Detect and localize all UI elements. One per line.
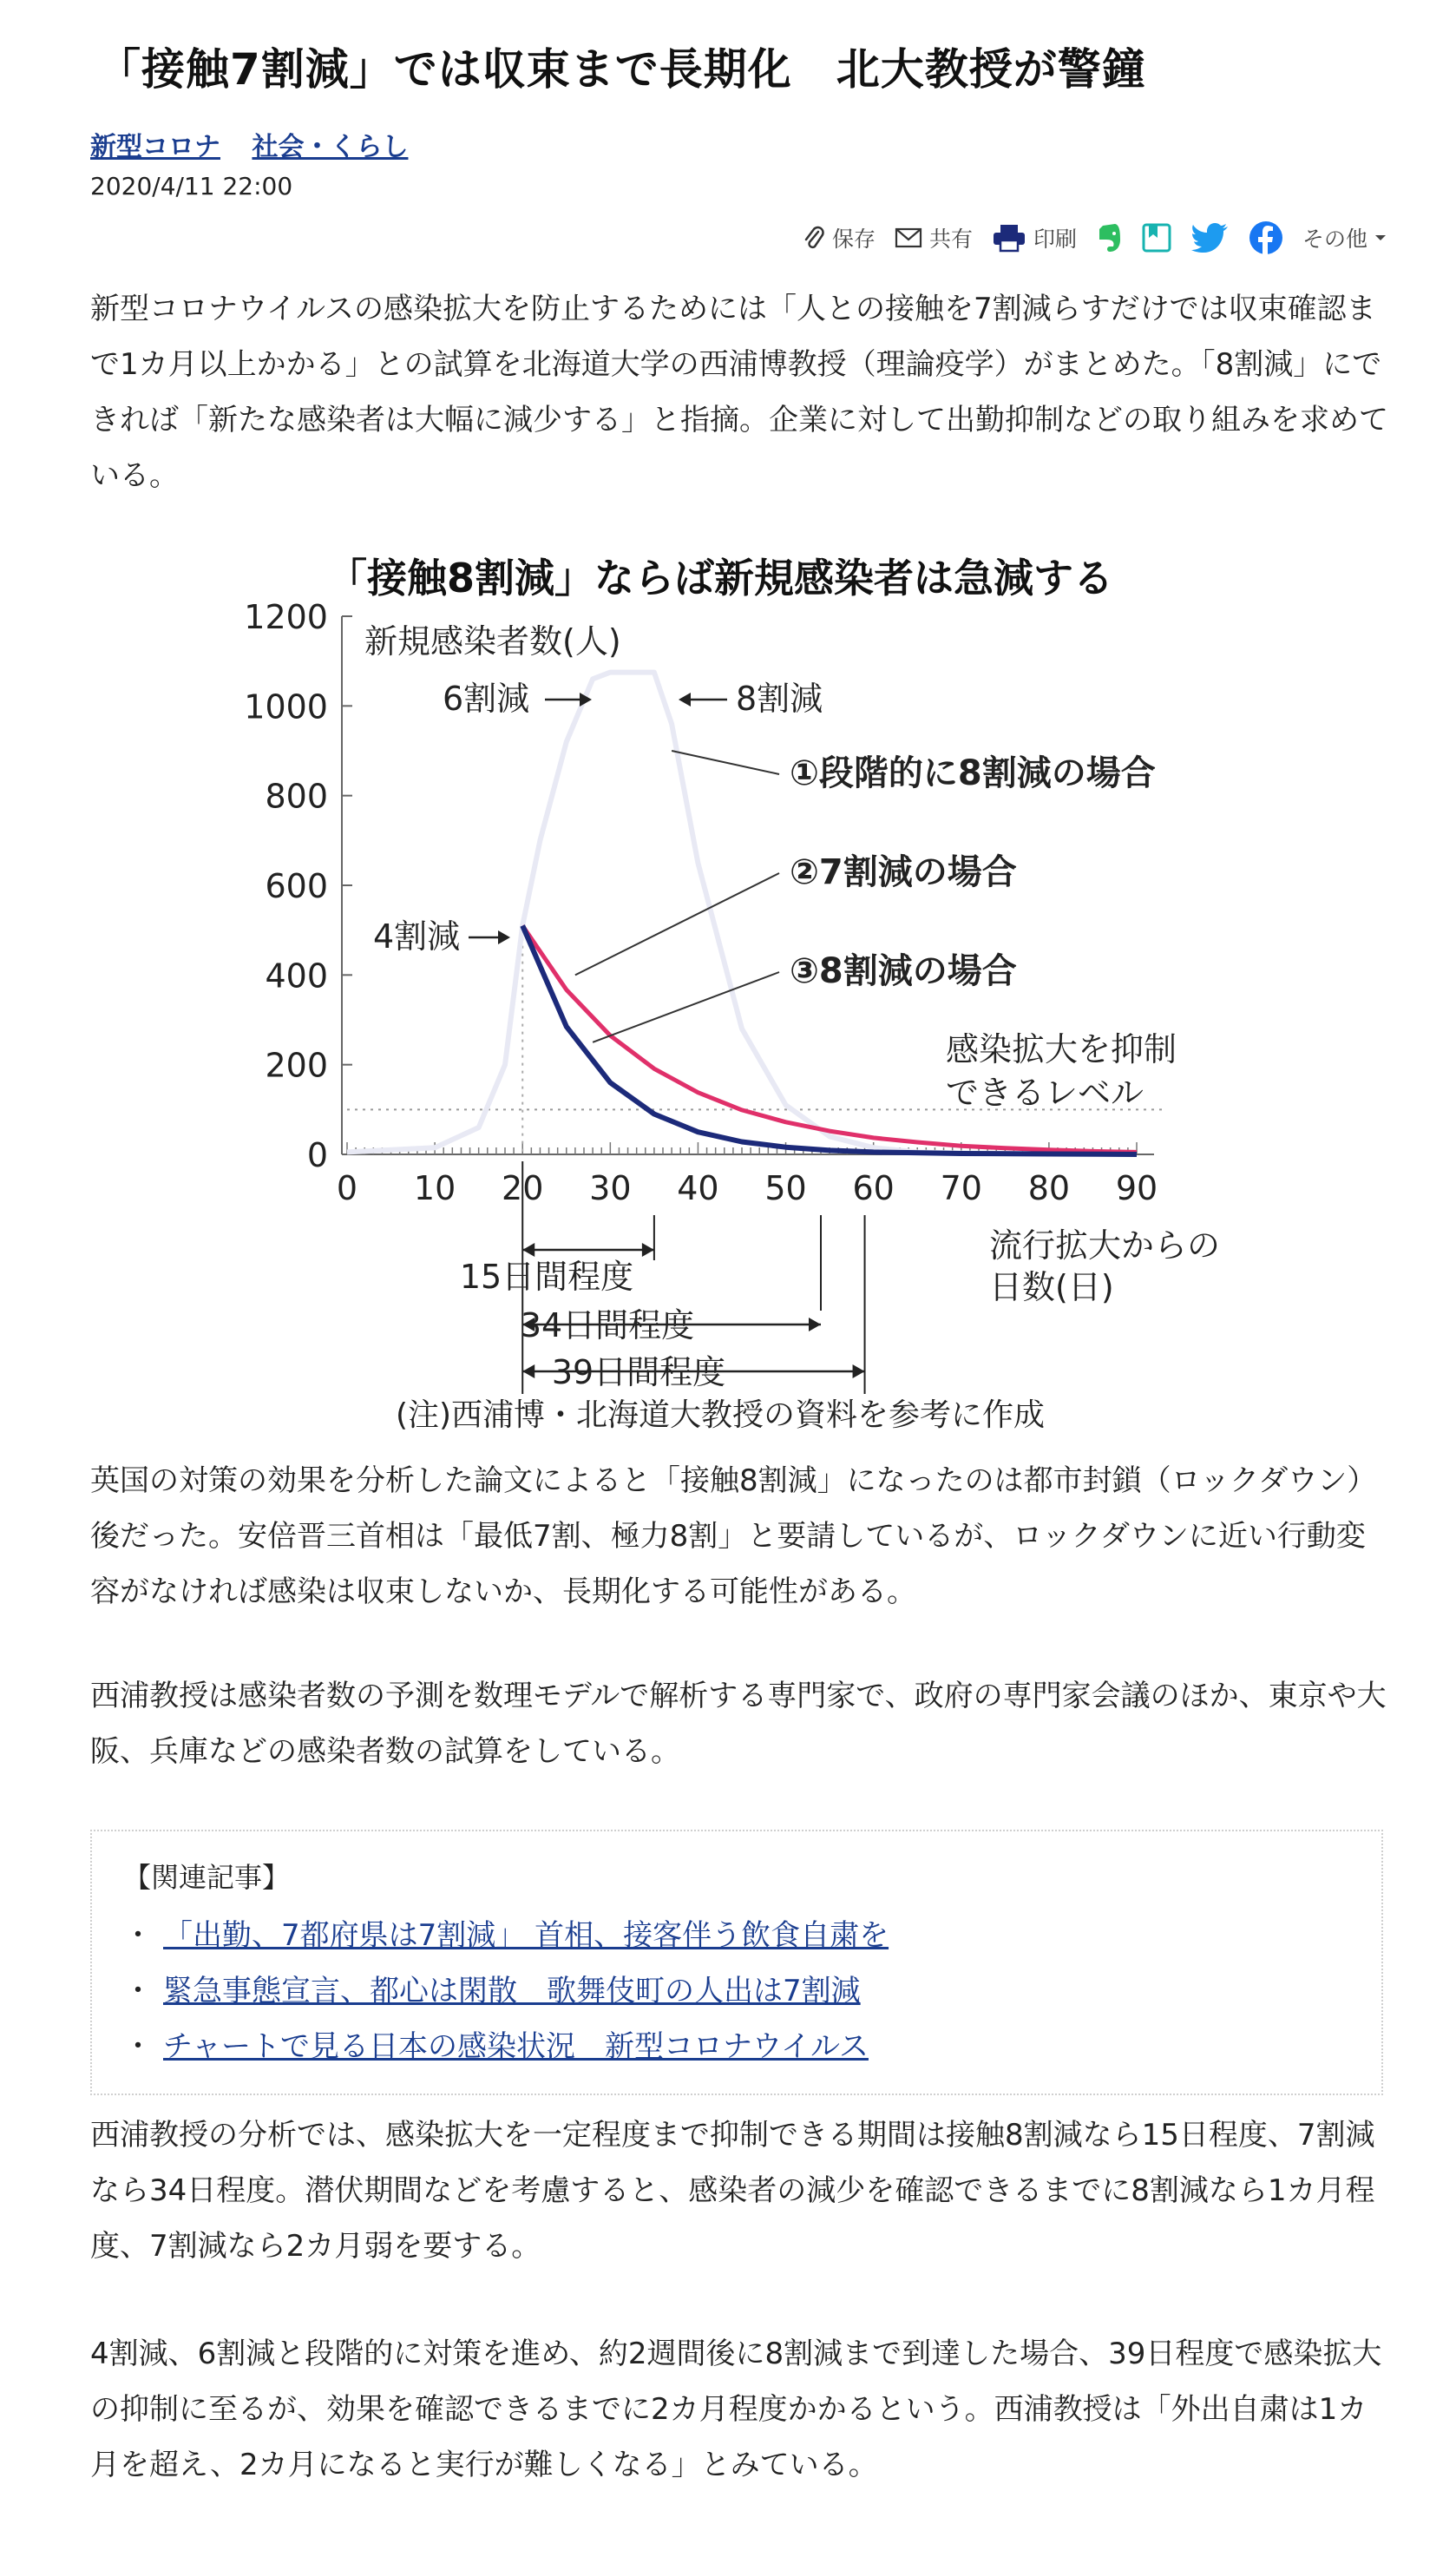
legend-leader-1: [672, 751, 779, 774]
x-axis-label-1: 流行拡大からの: [989, 1226, 1221, 1265]
threshold-label-1: 感染拡大を抑制: [946, 1030, 1177, 1068]
annotation-eight: 8割減: [736, 680, 823, 718]
share-label: 共有: [928, 227, 973, 252]
print-label: 印刷: [1033, 227, 1077, 252]
y-tick-label: 200: [265, 1046, 328, 1085]
x-tick-label: 40: [677, 1169, 719, 1207]
arrow-eight-head: [679, 693, 691, 707]
print-button[interactable]: [992, 222, 1077, 253]
legend-label-2: ②7割減の場合: [790, 852, 1017, 892]
x-tick-label: 30: [589, 1169, 632, 1207]
related-link-3[interactable]: チャートで見る日本の感染状況 新型コロナウイルス: [163, 2029, 869, 2064]
bookmark-note-button[interactable]: [1141, 222, 1172, 253]
related-link-1[interactable]: 「出勤、7都府県は7割減」 首相、接客伴う飲食自粛を: [163, 1918, 889, 1953]
mail-icon: [895, 227, 922, 249]
x-tick-label: 50: [764, 1169, 807, 1207]
related-articles-box: [90, 1830, 1383, 2095]
chevron-down-icon: [1374, 233, 1387, 242]
x-tick-label: 10: [413, 1169, 456, 1207]
x-tick-label: 90: [1115, 1169, 1158, 1207]
related-heading: 【関連記事】: [123, 1861, 291, 1894]
publish-date: 2020/4/11 22:00: [90, 172, 293, 200]
more-dropdown[interactable]: [1302, 222, 1387, 253]
legend-label-3: ③8割減の場合: [790, 951, 1017, 991]
evernote-button[interactable]: [1096, 222, 1122, 253]
span-39-label: 39日間程度: [551, 1353, 726, 1391]
legend-leader-3: [593, 972, 779, 1042]
y-tick-label: 0: [306, 1136, 328, 1174]
x-tick-label: 70: [940, 1169, 982, 1207]
body-paragraph-1: 新型コロナウイルスの感染拡大を防止するためには「人との接触を7割減らすだけでは収束確認まで1カ月以上かかる」との試算を北海道大学の西浦博教授（理論疫学）がまとめた。「8割減」にできれば「新たな感染者は大幅に減少する」と指摘。企業に対して出勤抑制などの取り組みを求めている。: [90, 292, 1388, 493]
annotation-six: 6割減: [443, 680, 530, 718]
article-title: 「接触7割減」では収束まで長期化 北大教授が警鐘: [97, 44, 1146, 95]
share-button[interactable]: [895, 222, 973, 253]
related-link-2[interactable]: 緊急事態宣言、都心は閑散 歌舞伎町の人出は7割減: [163, 1974, 861, 2008]
threshold-label-2: できるレベル: [946, 1074, 1144, 1112]
y-tick-label: 400: [265, 956, 328, 996]
body-paragraph-3: 西浦教授は感染者数の予測を数理モデルで解析する専門家で、政府の専門家会議のほか、東京や大阪、兵庫などの感染者数の試算をしている。: [90, 1679, 1387, 1769]
category-links: [90, 125, 430, 163]
facebook-button[interactable]: [1249, 220, 1283, 255]
note-icon: [1141, 222, 1172, 253]
x-tick-label: 80: [1027, 1169, 1071, 1207]
y-axis-label: 新規感染者数(人): [364, 622, 621, 661]
category-link-society[interactable]: 社会・くらし: [252, 132, 409, 162]
y-tick-label: 800: [265, 777, 328, 816]
x-axis-label-2: 日数(日): [989, 1268, 1114, 1306]
span-15-arrow-left-head: [522, 1243, 535, 1257]
x-tick-label: 0: [336, 1169, 358, 1207]
x-tick-label: 20: [502, 1169, 544, 1207]
more-label: その他: [1302, 227, 1367, 252]
facebook-icon: [1249, 220, 1283, 255]
y-tick-label: 1200: [244, 598, 328, 636]
evernote-icon: [1096, 222, 1122, 253]
span-15-label: 15日間程度: [459, 1258, 634, 1296]
chart-title: 「接触8割減」ならば新規感染者は急減する: [326, 555, 1114, 601]
save-label: 保存: [831, 227, 876, 252]
span-34-arrow-right-head: [809, 1318, 821, 1331]
related-list: [123, 1908, 889, 2074]
category-link-corona[interactable]: 新型コロナ: [90, 132, 220, 162]
twitter-icon: [1191, 222, 1230, 253]
y-tick-label: 600: [265, 867, 328, 905]
body-paragraph-2: 英国の対策の効果を分析した論文によると「接触8割減」になったのは都市封鎖（ロックダウン）後だった。安倍晋三首相は「最低7割、極力8割」と要請しているが、ロックダウンに近い行動変容がなければ感染は収束しないか、長期化する可能性がある。: [90, 1463, 1377, 1609]
chart-note: (注)西浦博・北海道大教授の資料を参考に作成: [395, 1397, 1046, 1432]
twitter-button[interactable]: [1191, 222, 1230, 253]
list-item: [123, 2019, 889, 2074]
infection-chart: [200, 555, 1293, 1432]
x-tick-label: 60: [852, 1169, 895, 1207]
span-15-arrow-right-head: [642, 1243, 654, 1257]
body-paragraph-5: 4割減、6割減と段階的に対策を進め、約2週間後に8割減まで到達した場合、39日程度で感染拡大の抑制に至るが、効果を確認できるまでに2カ月程度かかるという。西浦教授は「外出自粛は1カ月を超え、2カ月になると実行が難しくなる」とみている。: [90, 2337, 1382, 2482]
legend-leader-2: [575, 873, 779, 975]
list-item: [123, 1963, 889, 2019]
body-paragraph-4: 西浦教授の分析では、感染拡大を一定程度まで抑制できる期間は接触8割減なら15日程度、7割減なら34日程度。潜伏期間などを考慮すると、感染者の減少を確認できるまでに8割減なら1カ月程度、7割減なら2カ月弱を要する。: [90, 2118, 1375, 2264]
span-39-arrow-left-head: [522, 1364, 535, 1378]
span-34-label: 34日間程度: [520, 1306, 695, 1344]
span-39-arrow-right-head: [853, 1364, 865, 1378]
share-toolbar: [803, 220, 1387, 255]
bullet: ・: [123, 1918, 153, 1953]
list-item: [123, 1908, 889, 1963]
printer-icon: [992, 223, 1026, 253]
arrow-four-head: [498, 930, 510, 944]
paperclip-icon: [803, 225, 825, 251]
save-button[interactable]: [803, 222, 876, 253]
bullet: ・: [123, 2029, 153, 2064]
legend-label-1: ①段階的に8割減の場合: [790, 753, 1156, 793]
annotation-four: 4割減: [373, 917, 461, 956]
bullet: ・: [123, 1974, 153, 2008]
y-tick-label: 1000: [244, 687, 328, 726]
